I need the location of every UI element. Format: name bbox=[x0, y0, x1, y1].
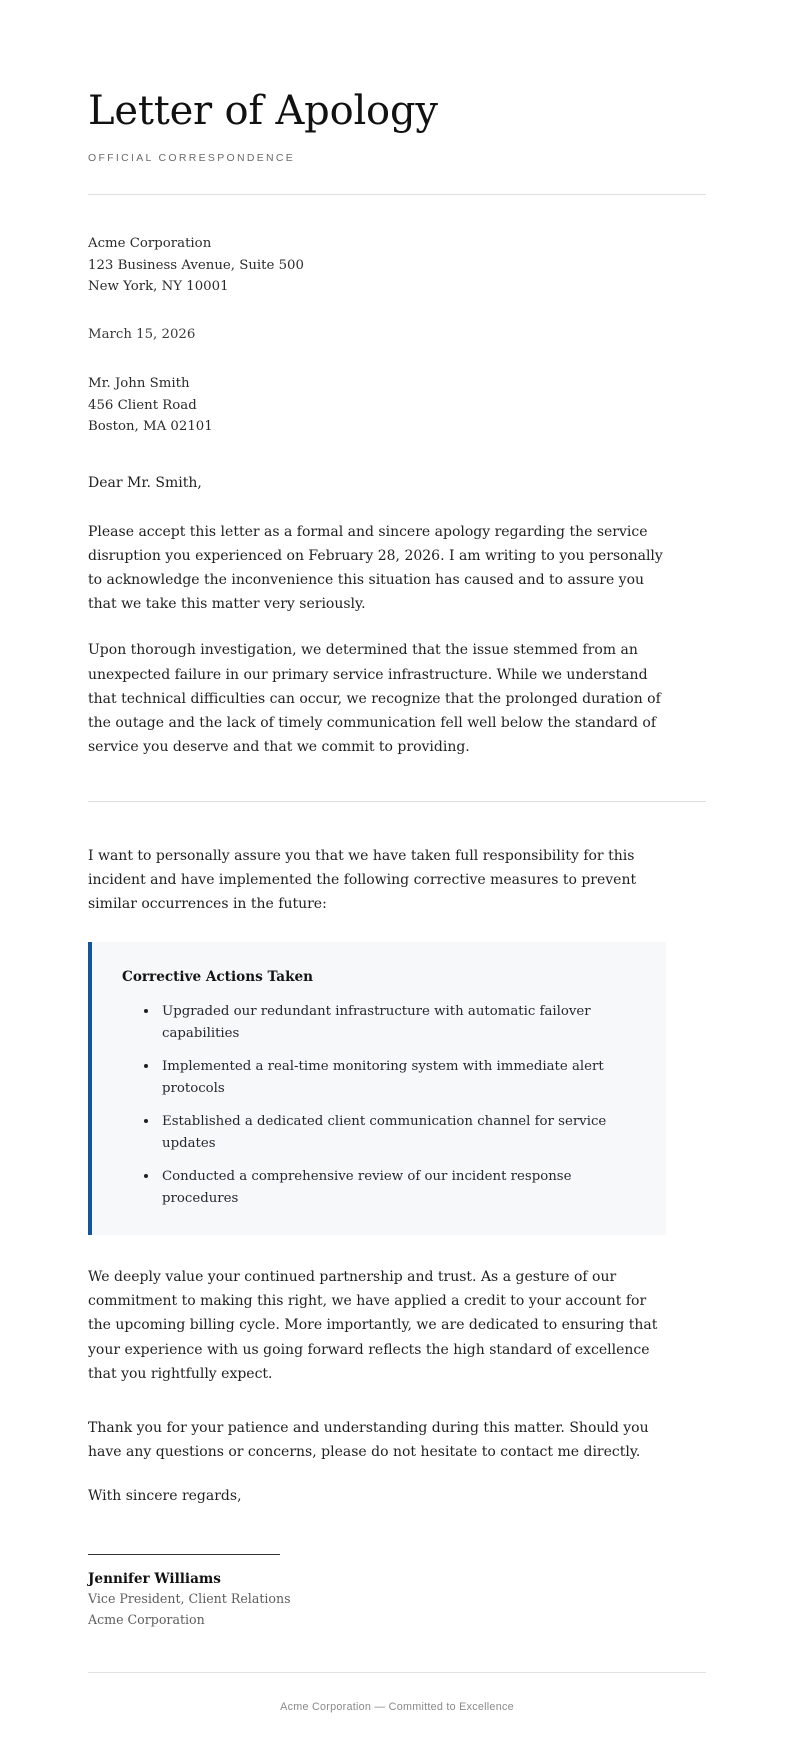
sender-address-block bbox=[88, 233, 706, 298]
signature-block bbox=[88, 1554, 706, 1630]
list-item: Conducted a comprehensive review of our incident response procedures bbox=[144, 1166, 636, 1209]
signature-line bbox=[88, 1554, 280, 1555]
signatory-organization: Acme Corporation bbox=[88, 1611, 205, 1627]
corrective-actions-list bbox=[122, 1001, 636, 1209]
header-divider bbox=[88, 194, 706, 195]
section-divider bbox=[88, 801, 706, 802]
body-paragraph-5: Thank you for your patience and understanding during this matter. Should you have any questions or concerns, please do not hesitate to contact me directly. bbox=[88, 1419, 649, 1460]
recipient-name: Mr. John Smith bbox=[88, 376, 190, 392]
sender-city-state-zip: New York, NY 10001 bbox=[88, 279, 229, 295]
signatory-name: Jennifer Williams bbox=[88, 1570, 221, 1587]
closing-line: With sincere regards, bbox=[88, 1487, 242, 1504]
letter-header bbox=[88, 88, 706, 195]
footer-tagline: Acme Corporation — Committed to Excellence bbox=[280, 1701, 514, 1714]
footer-divider bbox=[88, 1672, 706, 1673]
list-item: Upgraded our redundant infrastructure with automatic failover capabilities bbox=[144, 1001, 636, 1044]
document-category-label: OFFICIAL CORRESPONDENCE bbox=[88, 152, 296, 164]
sender-street: 123 Business Avenue, Suite 500 bbox=[88, 257, 304, 273]
letter-date: March 15, 2026 bbox=[88, 326, 196, 342]
body-paragraph-4: We deeply value your continued partnership and trust. As a gesture of our commitment to making this right, we have applied a credit to your account for the upcoming billing cycle. More importantly, we are dedicated to ensuring that your experience with us going forward reflects the high standard of excellence that you rightfully expect. bbox=[88, 1269, 658, 1382]
signatory-role: Vice President, Client Relations bbox=[88, 1591, 291, 1607]
callout-title: Corrective Actions Taken bbox=[122, 969, 314, 986]
recipient-street: 456 Client Road bbox=[88, 397, 197, 413]
body-paragraph-3: I want to personally assure you that we have taken full responsibility for this incident and have implemented the following corrective measures to prevent similar occurrences in the future: bbox=[88, 847, 637, 912]
page-title: Letter of Apology bbox=[88, 88, 438, 134]
salutation: Dear Mr. Smith, bbox=[88, 474, 202, 491]
body-paragraph-1: Please accept this letter as a formal and sincere apology regarding the service disruption you experienced on February 28, 2026. I am writing to you personally to acknowledge the inconvenience this situation has caused and to assure you that we take this matter very seriously. bbox=[88, 524, 663, 613]
list-item: Implemented a real-time monitoring system with immediate alert protocols bbox=[144, 1056, 636, 1099]
recipient-address-block bbox=[88, 373, 706, 438]
list-item: Established a dedicated client communication channel for service updates bbox=[144, 1111, 636, 1154]
corrective-actions-callout bbox=[88, 942, 666, 1235]
recipient-city-state-zip: Boston, MA 02101 bbox=[88, 419, 213, 435]
body-paragraph-2: Upon thorough investigation, we determined that the issue stemmed from an unexpected failure in our primary service infrastructure. While we understand that technical difficulties can occur, we recognize that the prolonged duration of the outage and the lack of timely communication fell well below the standard of service you deserve and that we commit to providing. bbox=[88, 642, 661, 755]
sender-name: Acme Corporation bbox=[88, 236, 212, 251]
